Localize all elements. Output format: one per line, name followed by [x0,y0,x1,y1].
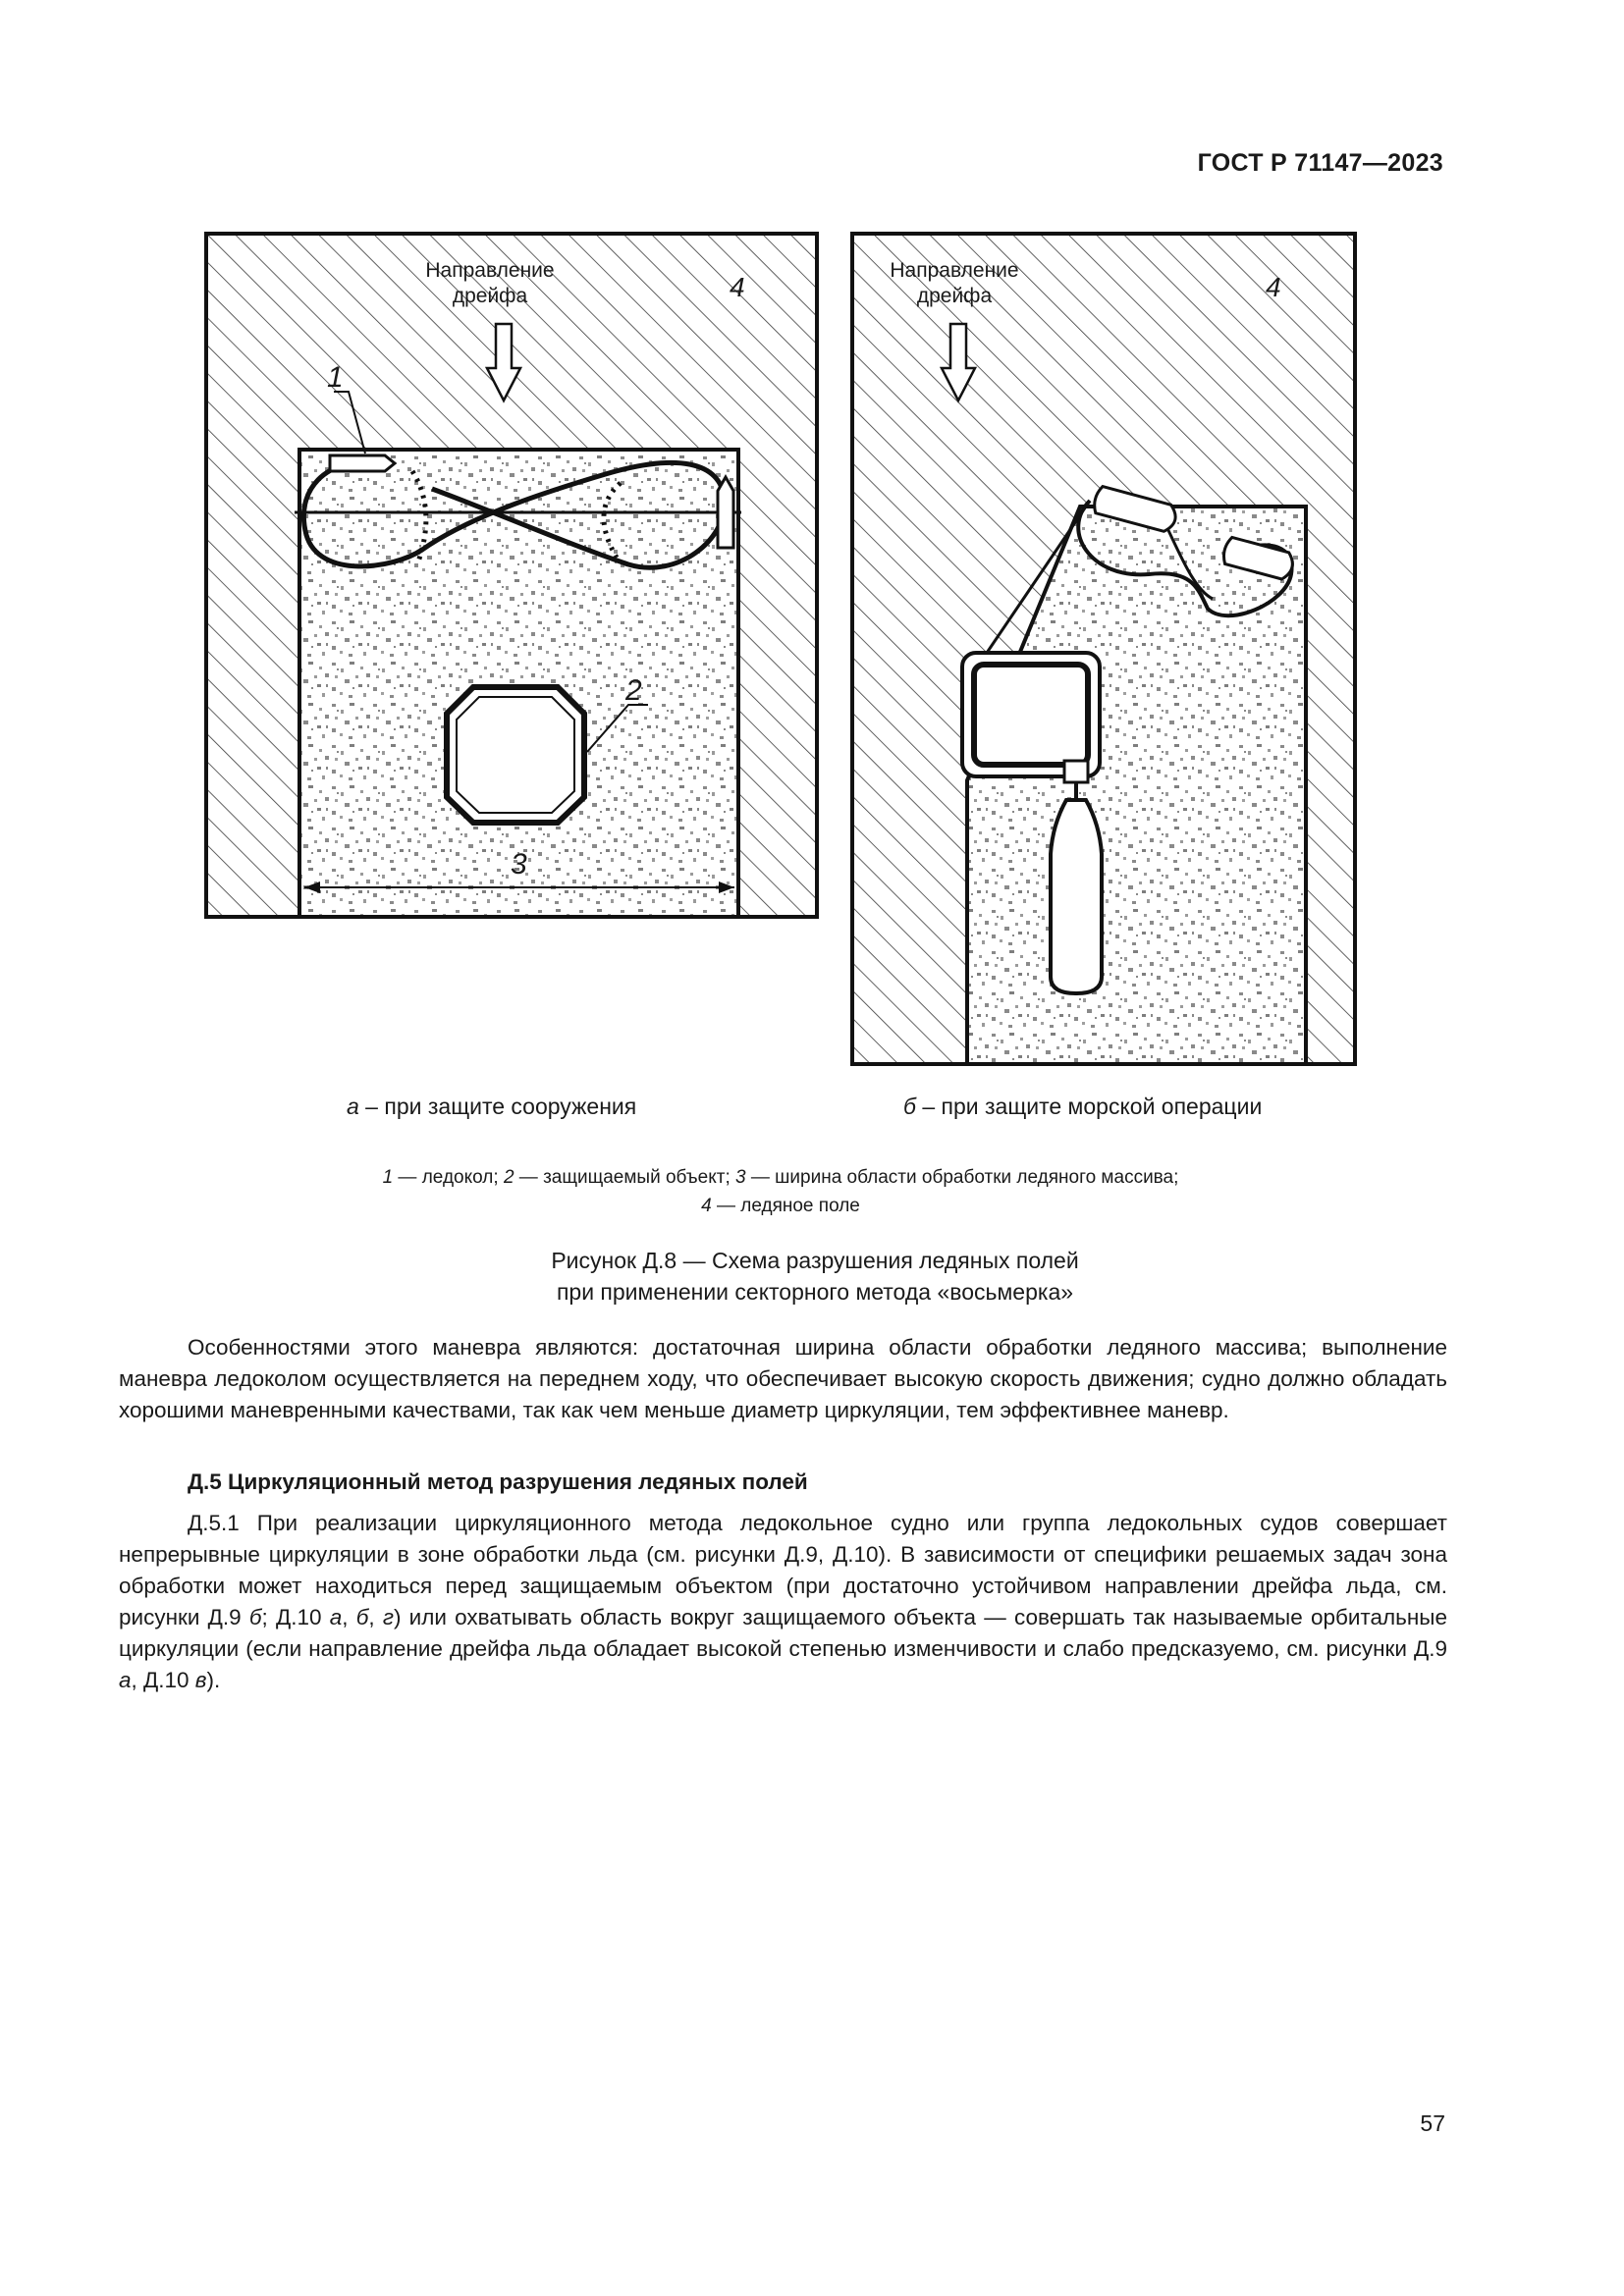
drift-label-b: Направление [890,259,1019,282]
document-header: ГОСТ Р 71147—2023 [1197,149,1443,177]
subcaption-a: а – при защите сооружения [347,1094,637,1119]
drift-label-a: Направление [425,259,555,282]
section-heading-d5: Д.5 Циркуляционный метод разрушения ледяных полей [188,1469,808,1494]
label-protected-object: 2 [625,674,642,707]
subcaption-b: б – при защите морской операции [903,1094,1263,1119]
panel-b [852,234,1355,1064]
page-number: 57 [1420,2110,1445,2136]
broken-ice-zone-a [299,450,738,917]
svg-text:дрейфа: дрейфа [452,285,528,307]
icebreaker-icon [330,455,395,471]
paragraph-d5-1: Д.5.1 При реализации циркуляционного метода ледокольное судно или группа ледокольных судов совершает непрерывные циркуляции в зоне обработки льда (см. рисунки Д.9, Д.10). В зависимости от специфики решаемых задач зона обработки может находиться перед защищаемым объектом (при достаточно устойчивом направлении дрейфа льда, см. рисунки Д.9 б; Д.10 а, б, г) или охватывать область вокруг защищаемого объекта — совершать так называемые орбитальные циркуляции (если направление дрейфа льда обладает высокой степенью изменчивости и слабо предсказуемо, см. рисунки Д.9 а, Д.10 в). [119,1511,1447,1692]
icebreaker-icon [718,477,733,548]
figure-legend: 1 — ледокол; 2 — защищаемый объект; 3 — ширина области обработки ледяного массива; 4 — ледяное поле [382,1167,1179,1216]
paragraph-features: Особенностями этого маневра являются: достаточная ширина области обработки ледяного массива; выполнение маневра ледоколом осуществляется на переднем ходу, что обеспечивает высокую скорость движения; судно должно обладать хорошими маневренными качествами, так как чем меньше диаметр циркуляции, тем эффективнее маневр. [119,1335,1447,1422]
tanker-icon [1051,782,1102,993]
label-ice-field-b: 4 [1266,272,1281,302]
figure-d8 [201,229,1360,1070]
label-width: 3 [511,848,527,881]
svg-text:дрейфа: дрейфа [916,285,993,307]
figure-title: Рисунок Д.8 — Схема разрушения ледяных полей при применении секторного метода «восьмерка» [551,1248,1079,1305]
label-icebreaker: 1 [327,361,344,394]
figure-d8-drawing [201,229,1360,1070]
label-ice-field-a: 4 [730,272,745,302]
panel-a [206,234,817,917]
